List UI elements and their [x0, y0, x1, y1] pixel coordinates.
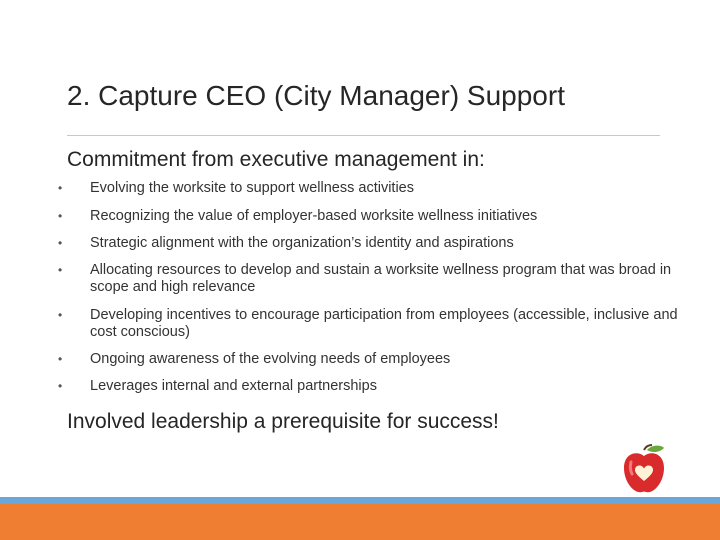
- bullet-marker: •: [58, 236, 63, 250]
- footer-band-blue: [0, 497, 720, 504]
- footer-band-orange: [0, 504, 720, 540]
- slide-subheading: Commitment from executive management in:: [67, 148, 485, 171]
- bullet-text: Allocating resources to develop and sustain a worksite wellness program that was broad in scope and high relevance: [90, 262, 672, 295]
- bullet-marker: •: [58, 352, 63, 366]
- bullet-marker: •: [58, 308, 63, 322]
- apple-heart-icon: [622, 444, 666, 496]
- bullet-text: Strategic alignment with the organization’s identity and aspirations: [90, 235, 514, 251]
- slide-title: 2. Capture CEO (City Manager) Support: [67, 80, 565, 111]
- closing-statement: Involved leadership a prerequisite for success!: [67, 410, 499, 433]
- title-divider: [67, 135, 660, 136]
- bullet-marker: •: [58, 379, 63, 393]
- bullet-text: Leverages internal and external partnerships: [90, 378, 377, 394]
- bullet-text: Developing incentives to encourage participation from employees (accessible, inclusive and cost conscious): [90, 307, 678, 340]
- bullet-text: Recognizing the value of employer-based worksite wellness initiatives: [90, 208, 538, 224]
- bullet-text: Ongoing awareness of the evolving needs of employees: [90, 351, 451, 367]
- apple-heart-graphic: [622, 444, 666, 496]
- bullet-marker: •: [58, 181, 63, 195]
- bullet-text: Evolving the worksite to support wellness activities: [90, 180, 414, 196]
- bullet-marker: •: [58, 209, 63, 223]
- bullet-marker: •: [58, 263, 63, 277]
